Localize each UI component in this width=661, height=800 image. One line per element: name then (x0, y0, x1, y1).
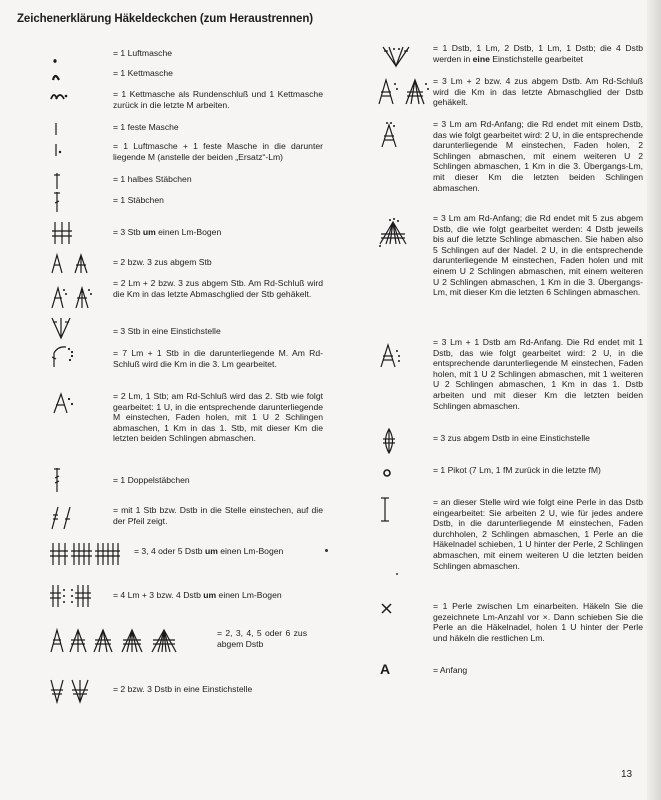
three-dc-around-icon (51, 221, 73, 250)
chain-plus-single-icon (53, 143, 63, 162)
treble-icon (52, 467, 62, 498)
three-dstb-together-icon (381, 428, 397, 459)
legend-text: = 7 Lm + 1 Stb in die darunterliegende M. Am Rd-Schluß wird die Km in die 3. Lm gearbeitet. (113, 348, 323, 369)
slip-stitch-icon (51, 69, 61, 87)
picot-icon (382, 465, 392, 483)
page-edge-shadow (647, 0, 661, 800)
legend-text: = 1 Pikot (7 Lm, 1 fM zurück in die letzte fM) (433, 465, 601, 475)
legend-text: = 2 bzw. 3 zus abgem Stb (113, 257, 212, 267)
two-ch-dc-cluster-icon (52, 391, 78, 420)
legend-text: = 1 Luftmasche (113, 48, 172, 58)
legend-text: = 3 Lm + 1 Dstb am Rd-Anfang. Die Rd endet mit 1 Dstb, das wie folgt gearbeitet wird: 2 U, in die entsprechende darunterliegende M einstechen, Faden holen, mit 1 U 2 Schlingen abmaschen, mit 1 weiteren U 2 Schlingen abmaschen, 1 Km in das 1. Dstb arbeiten und mit dieser Km die letzten beiden Schlingen abmaschen. (433, 337, 643, 411)
legend-text: = 2 Lm, 1 Stb; am Rd-Schluß wird das 2. Stb wie folgt gearbeitet: 1 U, in die entsprechende darunterliegende M einstechen, Faden holen, mit 1 U 2 Schlingen abmaschen, 1 Km in das 1. Stb, mit dieser Km die letzten beiden Schlingen abmaschen. (113, 391, 323, 444)
legend-text: = 2, 3, 4, 5 oder 6 zus abgem Dstb (217, 628, 307, 649)
legend-text: = mit 1 Stb bzw. Dstb in die Stelle einstechen, auf die der Pfeil zeigt. (113, 505, 323, 526)
legend-text: = 3 zus abgem Dstb in eine Einstichstelle (433, 433, 590, 443)
treble-cluster-round-icon (378, 78, 436, 111)
round-start-5tog-icon (378, 218, 410, 251)
legend-text: = 1 Kettmasche als Rundenschluß und 1 Kettmasche zurück in die letzte M arbeiten. (113, 89, 323, 110)
four-ch-treble-icon (50, 584, 102, 613)
double-crochet-icon (52, 191, 62, 218)
crossed-dc-icon (50, 505, 72, 536)
start-icon: A (380, 661, 391, 677)
treble-cluster-icon (50, 628, 190, 659)
legend-text: = 3 Stb um einen Lm-Bogen (113, 227, 222, 237)
legend-text: = 1 halbes Stäbchen (113, 174, 192, 184)
chain-stitch-icon (52, 51, 58, 69)
legend-text: = 1 Dstb, 1 Lm, 2 Dstb, 1 Lm, 1 Dstb; die 4 Dstb werden in eine Einstichstelle gearbeitet (433, 43, 643, 64)
legend-text: = 1 Perle zwischen Lm einarbeiten. Häkeln Sie die gezeichnete Lm-Anzahl vor ×. Dann schieben Sie die Perle an die Häkelnadel, holen 1 U hinter der Perle und häkeln die restlichen Lm. (433, 601, 643, 643)
legend-text: = 2 Lm + 2 bzw. 3 zus abgem Stb. Am Rd-Schluß wird die Km in das letzte Abmaschglied der Stb gehäkelt. (113, 278, 323, 299)
legend-text: = 3 Stb in eine Einstichstelle (113, 326, 221, 336)
print-speck (325, 549, 328, 552)
legend-text: = 2 bzw. 3 Dstb in eine Einstichstelle (113, 684, 253, 694)
dc2tog-icon (51, 253, 95, 280)
dc-ch-sequence-icon (382, 46, 410, 73)
page-number: 13 (621, 769, 633, 780)
print-speck (396, 573, 398, 575)
legend-text: = 1 Luftmasche + 1 feste Masche in die darunter liegende M (anstelle der beiden „Ersatz“-Lm) (113, 141, 323, 162)
legend-text: = 1 feste Masche (113, 122, 179, 132)
single-crochet-icon (53, 122, 59, 141)
treble-groups-icon (50, 542, 120, 571)
legend-text: = 1 Kettmasche (113, 68, 173, 78)
legend-text: = 3, 4 oder 5 Dstb um einen Lm-Bogen (134, 546, 284, 556)
dc2tog-round-icon (50, 282, 100, 315)
round-closing-icon (50, 89, 70, 107)
bead-icon (380, 497, 390, 528)
legend-text: = 4 Lm + 3 bzw. 4 Dstb um einen Lm-Bogen (113, 590, 282, 600)
legend-text: = 1 Stäbchen (113, 195, 164, 205)
chain-dc-start-icon (50, 345, 78, 374)
three-dc-one-stitch-icon (50, 316, 72, 345)
legend-text: = 3 Lm + 2 bzw. 4 zus abgem Dstb. Am Rd-Schluß wird die Km in das letzte Abmaschglied der Dstb gehäkelt. (433, 76, 643, 108)
two-treble-one-stitch-icon (50, 678, 92, 709)
legend-text: = 3 Lm am Rd-Anfang; die Rd endet mit 5 zus abgem Dstb, die wie folgt gearbeitet werden: 4 Dstb jeweils bis auf die letzte Schlinge abmaschen. Sie haben also 5 Schlingen auf der Nadel. 2 U, in die entsprechende darunterliegende M einstechen, Faden holen und mit einem U 2 Schlingen abmaschen, mit einem weiteren U 2 Schlingen abmaschen, 1 Km in die 3. Übergangs-Lm, mit dieser Km die letzten 6 Schlingen abmaschen. (433, 213, 643, 298)
round-start-2tog-icon (380, 121, 402, 154)
legend-text: = an dieser Stelle wird wie folgt eine Perle in das Dstb eingearbeitet: Sie arbeiten 2 U, wie für jedes andere Dstb, in die darunterliegende M einstechen, Faden durchholen, 2 Schlingen abmaschen, 1 Perle an die Häkelnadel schieben, 1 U hinter der Perle, 2 Schlingen abmaschen, mit einem weiteren U die letzten beiden Schlingen abmaschen. (433, 497, 643, 571)
legend-text: = Anfang (433, 665, 468, 675)
cross-bead-icon (381, 602, 393, 620)
legend-text: = 3 Lm am Rd-Anfang; die Rd endet mit einem Dstb, das wie folgt gearbeitet wird: 2 U, in die entsprechende darunterliegende M einstechen, Faden holen, 2 Schlingen abmaschen, mit einem weiteren U 2 Schlingen abmaschen, 1 Km in die 3. Übergangs-Lm, mit dieser Km die letzten beiden Schlingen abmaschen. (433, 119, 643, 193)
legend-text: = 1 Doppelstäbchen (113, 475, 190, 485)
round-start-dstb-icon (379, 341, 403, 374)
page-title: Zeichenerklärung Häkeldeckchen (zum Heraustrennen) (17, 13, 314, 25)
